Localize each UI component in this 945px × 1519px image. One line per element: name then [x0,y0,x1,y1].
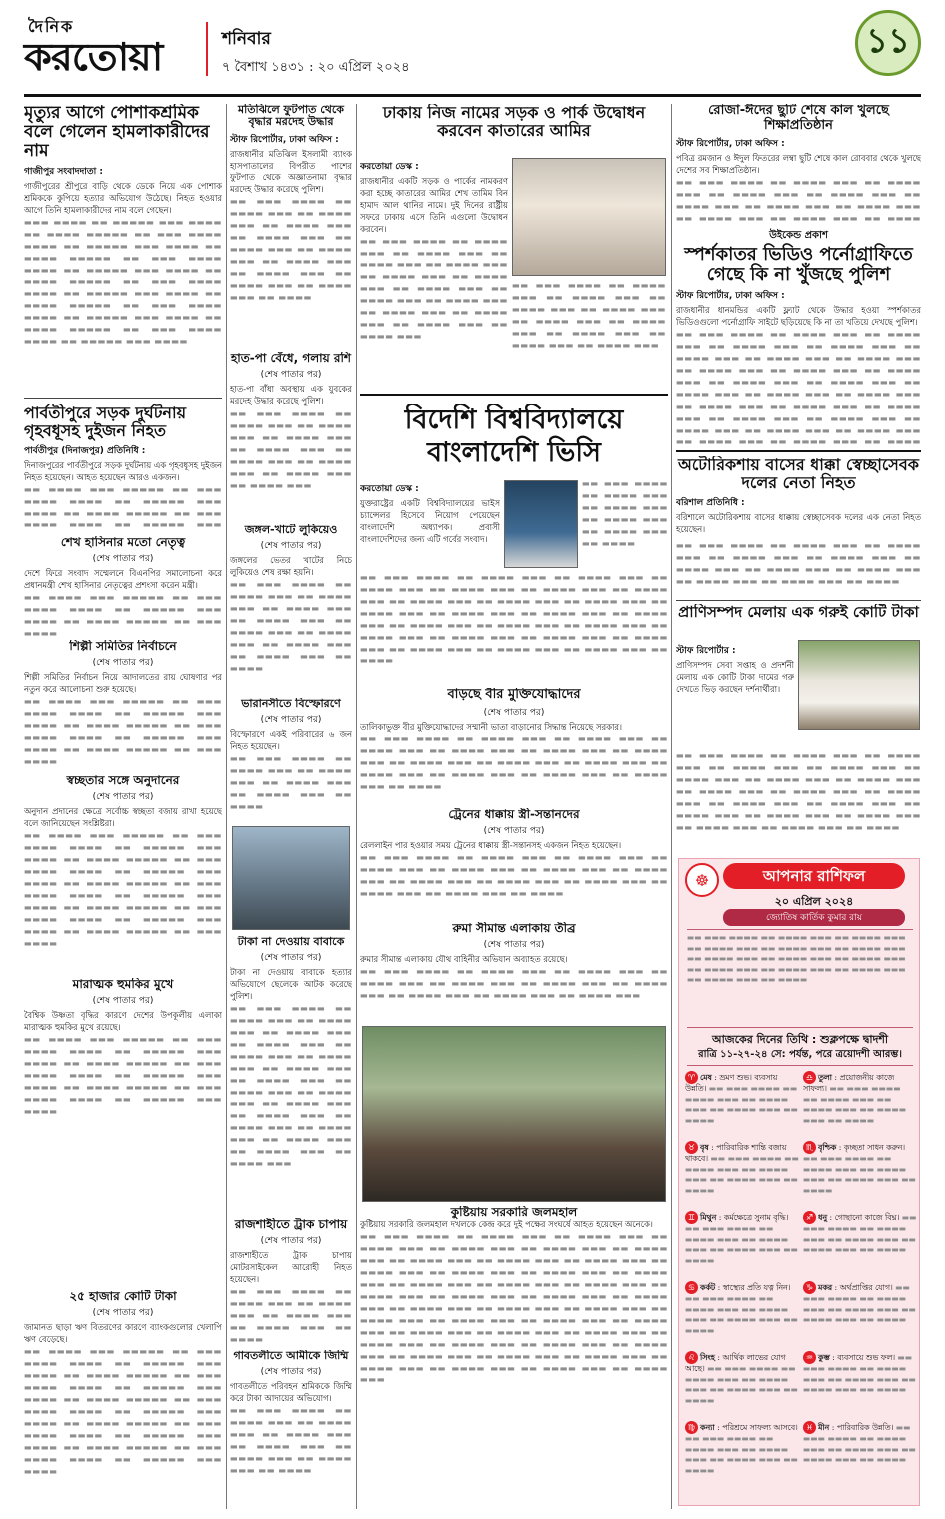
headline: স্বচ্ছতার সঙ্গে অনুদানের [66,774,180,787]
sign-forecast-continuation: ▬▬ ▬▬▬ ▬▬▬▬ ▬▬ ▬▬▬▬ ▬▬▬ ▬▬ ▬▬▬▬ ▬▬▬ ▬▬ ▬▬▬▬ ▬▬▬ ▬▬ ▬▬▬▬ [685,1294,799,1335]
photo-caption: কুষ্টিয়ায় সরকারি জলমহাল [450,1206,578,1219]
article-body-continuation: ▬▬ ▬▬▬ ▬▬▬▬ ▬▬ ▬▬▬▬ ▬▬▬ ▬▬ ▬▬▬▬ ▬▬▬ ▬▬ ▬▬▬▬ ▬▬▬ ▬▬ ▬▬▬▬ ▬▬▬ ▬▬ ▬▬▬▬ [582,478,668,548]
story-jungle [230,524,352,696]
continued-label: (শেষ পাতার পর) [260,541,322,552]
article-body-continuation: ▬▬ ▬▬▬ ▬▬▬▬ ▬▬ ▬▬▬▬ ▬▬▬ ▬▬ ▬▬▬▬ ▬▬▬ ▬▬ ▬▬▬▬ ▬▬▬ ▬▬ ▬▬▬▬ ▬▬▬ ▬▬ ▬▬▬▬ ▬▬▬ ▬▬ ▬▬▬▬ ▬▬▬ ▬▬ ▬▬▬▬ ▬▬▬ ▬▬ ▬▬▬▬ ▬▬▬ ▬▬ ▬▬▬▬ ▬▬▬ ▬▬ ▬▬▬▬ ▬▬▬ ▬▬ ▬▬▬▬ ▬▬▬ ▬▬ ▬▬▬▬ ▬▬▬ ▬▬ ▬▬▬▬ ▬▬▬ ▬▬ ▬▬▬▬ ▬▬▬ ▬▬ ▬▬▬▬ ▬▬▬ ▬▬ ▬▬▬▬ ▬▬▬ ▬▬ ▬▬▬▬ ▬▬▬ ▬▬ ▬▬▬▬ ▬▬▬ ▬▬ ▬▬▬▬ ▬▬▬ ▬▬ ▬▬▬▬ ▬▬▬ ▬▬ ▬▬▬▬ ▬▬▬ ▬▬ ▬▬▬▬ ▬▬▬ ▬▬ ▬▬▬▬ ▬▬▬ ▬▬ ▬▬▬▬ ▬▬▬ ▬▬ ▬▬▬▬ ▬▬▬ ▬▬ ▬▬▬▬ ▬▬▬ ▬▬ ▬▬▬▬ ▬▬▬ ▬▬ ▬▬▬▬ ▬▬▬ ▬▬ ▬▬▬▬ ▬▬▬ ▬▬ ▬▬▬▬ ▬▬▬ ▬▬ ▬▬▬▬ ▬▬▬ ▬▬ ▬▬▬▬ ▬▬▬ ▬▬ ▬▬▬▬ ▬▬▬ ▬▬ ▬▬▬▬ ▬▬▬ ▬▬ ▬▬▬▬ ▬▬▬ ▬▬ ▬▬▬▬ ▬▬▬ ▬▬ ▬▬▬▬ ▬▬▬ ▬▬ ▬▬▬▬ ▬▬▬ ▬▬ ▬▬▬▬ ▬▬▬ ▬▬ ▬▬▬▬ ▬▬▬ ▬▬ ▬▬▬▬ ▬▬▬ [360,1231,668,1385]
sign-name: ধনু [818,1213,828,1222]
article-body: গাজীপুরের শ্রীপুরে বাড়ি থেকে ডেকে নিয়ে এক পোশাক শ্রমিককে কুপিয়ে হত্যার অভিযোগ উঠেছে। নিহত হওয়ার আগে তিনি হামলাকারীদের নাম বলে গেছেন। [24,181,222,215]
sign-forecast: আর্থিক লাভের যোগ আছে। [685,1353,786,1373]
horoscope-sign-entry: ♐ ধনু : গোছানো কাজে বিঘ্ন। ▬▬ ▬▬▬ ▬▬▬▬ ▬▬ ▬▬▬▬ ▬▬▬ ▬▬ ▬▬▬▬ ▬▬▬ ▬▬ ▬▬▬▬ ▬▬▬ ▬▬ ▬▬▬▬ [803,1213,917,1255]
article-body: রাজধানীর মতিঝিল ইসলামী ব্যাংক হাসপাতালের বিপরীত পাশের ফুটপাত থেকে অজ্ঞাতনামা বৃদ্ধার মরদেহ উদ্ধার করেছে পুলিশ। [230,148,352,195]
story-vc-side [582,478,668,568]
brand-name: করতোয়া [24,35,163,79]
zodiac-4-icon: ♋ [685,1281,698,1294]
section-tag: উইকেন্ড প্রকাশ [769,230,828,241]
sign-name: কন্যা [700,1423,715,1432]
story-divider [676,600,921,601]
tithi-time: রাত্রি ১১-২৭-২৪ সে: পর্যন্ত, পরে ত্রয়োদশী আরম্ভ। [698,1049,902,1060]
zodiac-6-icon: ♍ [685,1421,698,1434]
article-body: রাজশাহীতে ট্রাক চাপায় মোটরসাইকেল আরোহী নিহত হয়েছেন। [230,1250,352,1285]
column-divider [356,104,357,1509]
horoscope-sign-entry: ♍ কন্যা : পরিশ্রমে সাফল্য আসবে। ▬▬ ▬▬▬ ▬▬▬▬ ▬▬ ▬▬▬▬ ▬▬▬ ▬▬ ▬▬▬▬ ▬▬▬ ▬▬ ▬▬▬▬ ▬▬▬ ▬▬ ▬▬▬▬ [685,1423,799,1475]
sign-forecast-continuation: ▬▬ ▬▬▬ ▬▬▬▬ ▬▬ ▬▬▬▬ ▬▬▬ ▬▬ ▬▬▬▬ ▬▬▬ ▬▬ ▬▬▬▬ ▬▬▬ ▬▬ ▬▬▬▬ [685,1154,799,1195]
headline: জঙ্গল-খাটে লুকিয়েও [244,524,338,536]
article-body: গাবতলীতে পরিবহন শ্রমিককে জিম্মি করে টাকা আদায়ের অভিযোগ। [230,1381,352,1404]
byline: বরিশাল প্রতিনিধি : [676,497,745,508]
photo-prize-cow [798,640,920,730]
headline: হাত-পা বেঁধে, গলায় রশি [230,352,352,365]
article-body-continuation: ▬▬ ▬▬▬ ▬▬▬▬ ▬▬ ▬▬▬▬ ▬▬▬ ▬▬ ▬▬▬▬ ▬▬▬ ▬▬ ▬▬▬▬ ▬▬▬ ▬▬ ▬▬▬▬ ▬▬▬ ▬▬ ▬▬▬▬ ▬▬▬ ▬▬ ▬▬▬▬ ▬▬▬ ▬▬ ▬▬▬▬ ▬▬▬ ▬▬ ▬▬▬▬ ▬▬▬ ▬▬ ▬▬▬▬ ▬▬▬ ▬▬ ▬▬▬▬ ▬▬▬ ▬▬ ▬▬▬▬ ▬▬▬ ▬▬ ▬▬▬▬ ▬▬▬ ▬▬ ▬▬▬▬ ▬▬▬ [360,235,508,341]
byline: স্টাফ রিপোর্টার, ঢাকা অফিস : [230,134,339,145]
article-body: অনুদান প্রদানের ক্ষেত্রে সর্বোচ্চ স্বচ্ছতা বজায় রাখা হয়েছে বলে জানিয়েছেন সংশ্লিষ্টরা। [24,806,222,829]
article-body: বৈশ্বিক উষ্ণতা বৃদ্ধির কারণে দেশের উপকূলীয় এলাকা মারাত্মক হুমকির মুখে রয়েছে। [24,1010,222,1033]
article-body-continuation: ▬▬ ▬▬▬ ▬▬▬▬ ▬▬ ▬▬▬▬ ▬▬▬ ▬▬ ▬▬▬▬ ▬▬▬ ▬▬ ▬▬▬▬ ▬▬▬ ▬▬ ▬▬▬▬ ▬▬▬ ▬▬ ▬▬▬▬ [230,753,352,811]
sign-name: মেষ [700,1073,712,1082]
story-cattle-headline [676,604,921,636]
zodiac-7-icon: ♎ [803,1071,816,1084]
horoscope-divider [687,929,913,930]
story-parbatipur [24,404,222,532]
horoscope-divider [687,1027,913,1028]
horoscope-intro: ▬▬ ▬▬▬ ▬▬▬▬ ▬▬ ▬▬▬▬ ▬▬▬ ▬▬ ▬▬▬▬ ▬▬▬ ▬▬ ▬▬▬▬ ▬▬▬ ▬▬ ▬▬▬▬ ▬▬▬ ▬▬ ▬▬▬▬ ▬▬▬ ▬▬ ▬▬▬▬ ▬▬▬ ▬▬ ▬▬▬▬ ▬▬▬ ▬▬ ▬▬▬▬ ▬▬▬ ▬▬ ▬▬▬▬ ▬▬▬ ▬▬ ▬▬▬▬ ▬▬▬ ▬▬ ▬▬▬▬ ▬▬▬ ▬▬ ▬▬▬▬ ▬▬▬ ▬▬ ▬▬▬▬ [687,933,906,985]
page-number-badge: ১১ [855,10,921,76]
horoscope-sign-entry: ♈ মেষ : ভ্রমণ শুভ। ব্যবসায় উন্নতি। ▬▬ ▬▬▬ ▬▬▬▬ ▬▬ ▬▬▬▬ ▬▬▬ ▬▬ ▬▬▬▬ ▬▬▬ ▬▬ ▬▬▬▬ ▬▬▬ ▬▬ ▬▬▬▬ [685,1073,799,1125]
story-emir [360,156,508,384]
story-motijheel [230,104,352,350]
sign-forecast-continuation: ▬▬ ▬▬▬ ▬▬▬▬ ▬▬ ▬▬▬▬ ▬▬▬ ▬▬ ▬▬▬▬ ▬▬▬ ▬▬ ▬▬▬▬ ▬▬▬ ▬▬ ▬▬▬▬ [685,1434,799,1475]
byline: স্টাফ রিপোর্টার, ঢাকা অফিস : [676,139,785,150]
column-divider [671,104,672,1509]
horoscope-author: জ্যোতিষ কার্তিক কুমার রায় [723,909,905,926]
story-vc-cont [360,572,668,684]
article-body-continuation: ▬▬ ▬▬▬▬ ▬▬▬ ▬▬▬▬▬ ▬▬ ▬▬▬ ▬▬▬▬ ▬▬▬▬ ▬▬ ▬▬▬▬▬ ▬▬▬ ▬▬▬▬ ▬▬ ▬▬▬▬ ▬▬▬▬▬ ▬▬ ▬▬▬ ▬▬▬▬ ▬▬▬▬ ▬▬ ▬▬▬▬▬ ▬▬▬ ▬▬▬▬ ▬▬ ▬▬▬▬ ▬▬▬▬▬ ▬▬ ▬▬▬ ▬▬▬▬ [24,696,222,766]
story-freedom [360,688,668,804]
zodiac-5-icon: ♌ [685,1351,698,1364]
continued-label: (শেষ পাতার পর) [260,1236,322,1247]
article-body-continuation: ▬▬ ▬▬▬ ▬▬▬▬ ▬▬ ▬▬▬▬ ▬▬▬ ▬▬ ▬▬▬▬ ▬▬▬ ▬▬ ▬▬▬▬ ▬▬▬ ▬▬ ▬▬▬▬ ▬▬▬ ▬▬ ▬▬▬▬ ▬▬▬ ▬▬ ▬▬▬▬ ▬▬▬ ▬▬ ▬▬▬▬ ▬▬▬ ▬▬ ▬▬▬▬ ▬▬▬ ▬▬ ▬▬▬▬ ▬▬▬ ▬▬ ▬▬▬▬ ▬▬▬ ▬▬ ▬▬▬▬ ▬▬▬ ▬▬ ▬▬▬▬ ▬▬▬ ▬▬ ▬▬▬▬ ▬▬▬ ▬▬ ▬▬▬▬ ▬▬▬ ▬▬ ▬▬▬▬ ▬▬▬ ▬▬ ▬▬▬▬ ▬▬▬ ▬▬ ▬▬▬▬ ▬▬▬ [230,1003,352,1169]
column-divider [226,104,227,1509]
zodiac-3-icon: ♊ [685,1211,698,1224]
sign-forecast: পারিবারিক শান্তি বজায় থাকবে। [685,1143,787,1163]
article-body: বরিশালে অটোরিকশায় বাসের ধাক্কায় স্বেচ্ছাসেবক দলের এক নেতা নিহত হয়েছেন। [676,511,921,534]
headline: পার্বতীপুরে সড়ক দুর্ঘটনায় গৃহবধূসহ দুইজন নিহত [24,404,187,440]
story-rumma [360,922,668,1022]
story-vc-headline [362,404,666,476]
sign-name: মকর [818,1283,833,1292]
sign-name: সিংহ [700,1353,715,1362]
headline: ২৫ হাজার কোটি টাকা [69,1290,177,1303]
headline: রোজা-ঈদের ছুটি শেষে কাল খুলছে শিক্ষাপ্রতিষ্ঠান [708,104,889,133]
article-body-continuation: ▬▬ ▬▬▬ ▬▬▬▬ ▬▬ ▬▬▬▬ ▬▬▬ ▬▬ ▬▬▬▬ ▬▬▬ ▬▬ ▬▬▬▬ ▬▬▬ ▬▬ ▬▬▬▬ ▬▬▬ ▬▬ ▬▬▬▬ ▬▬▬ ▬▬ ▬▬▬▬ ▬▬▬ ▬▬ ▬▬▬▬ ▬▬▬ ▬▬ ▬▬▬▬ ▬▬▬ ▬▬ ▬▬▬▬ ▬▬▬ ▬▬ ▬▬▬▬ [676,176,921,223]
horoscope-box [678,858,920,1506]
horoscope-sign-entry: ♓ মীন : পারিবারিক উন্নতি। ▬▬ ▬▬▬ ▬▬▬▬ ▬▬ ▬▬▬▬ ▬▬▬ ▬▬ ▬▬▬▬ ▬▬▬ ▬▬ ▬▬▬▬ ▬▬▬ ▬▬ ▬▬▬▬ [803,1423,917,1465]
headline: ট্রেনের ধাক্কায় স্ত্রী-সন্তানদের [448,808,580,821]
zodiac-9-icon: ♐ [803,1211,816,1224]
article-body: রাজধানীর ধানমন্ডির একটি ফ্ল্যাট থেকে উদ্ধার হওয়া স্পর্শকাতর ভিডিওগুলো পর্নোগ্রাফি সাইটে ছড়িয়েছে কি না তা খতিয়ে দেখছে পুলিশ। [676,305,921,328]
sign-forecast-continuation: ▬▬ ▬▬▬ ▬▬▬▬ ▬▬ ▬▬▬▬ ▬▬▬ ▬▬ ▬▬▬▬ ▬▬▬ ▬▬ ▬▬▬▬ ▬▬▬ ▬▬ ▬▬▬▬ [803,1283,917,1325]
sign-forecast: পরিশ্রমে সাফল্য আসবে। [722,1423,798,1432]
byline: স্টাফ রিপোর্টার : [676,646,736,656]
article-body-continuation: ▬▬ ▬▬▬ ▬▬▬▬ ▬▬ ▬▬▬▬ ▬▬▬ ▬▬ ▬▬▬▬ ▬▬▬ ▬▬ ▬▬▬▬ ▬▬▬ ▬▬ ▬▬▬▬ ▬▬▬ ▬▬ ▬▬▬▬ ▬▬▬ ▬▬ ▬▬▬▬ ▬▬▬ ▬▬ ▬▬▬▬ ▬▬▬ ▬▬ ▬▬▬▬ ▬▬▬ ▬▬ ▬▬▬▬ ▬▬▬ ▬▬ ▬▬▬▬ [676,540,921,586]
story-taka [230,936,352,1214]
headline: শেখ হাসিনার মতো নেতৃত্ব [60,536,186,549]
article-body: জামানত ছাড়া ঋণ বিতরণের কারণে ব্যাংকগুলোর খেলাপি ঋণ বেড়েছে। [24,1322,222,1345]
headline: ভারানসীতে বিস্ফোরণে [241,698,341,710]
article-body-continuation: ▬▬ ▬▬▬ ▬▬▬▬ ▬▬ ▬▬▬▬ ▬▬▬ ▬▬ ▬▬▬▬ ▬▬▬ ▬▬ ▬▬▬▬ ▬▬▬ ▬▬ ▬▬▬▬ ▬▬▬ ▬▬ ▬▬▬▬ ▬▬▬ ▬▬ ▬▬▬▬ ▬▬▬ ▬▬ ▬▬▬▬ ▬▬▬ ▬▬ ▬▬▬▬ ▬▬▬ ▬▬ ▬▬▬▬ ▬▬▬ ▬▬ ▬▬▬▬ ▬▬▬ ▬▬ ▬▬▬▬ ▬▬▬ ▬▬ ▬▬▬▬ ▬▬▬ ▬▬ ▬▬▬▬ ▬▬▬ ▬▬ ▬▬▬▬ [360,733,668,792]
article-body: কুষ্টিয়ায় সরকারি জলমহাল দখলকে কেন্দ্র করে দুই পক্ষের সংঘর্ষে আহত হয়েছেন অনেকে। [360,1219,653,1230]
story-threat [24,978,222,1128]
continued-label: (শেষ পাতার পর) [92,658,154,669]
continued-label: (শেষ পাতার পর) [92,1308,154,1319]
article-body-continuation: ▬▬ ▬▬▬ ▬▬▬▬ ▬▬ ▬▬▬▬ ▬▬▬ ▬▬ ▬▬▬▬ ▬▬▬ ▬▬ ▬▬▬▬ ▬▬▬ ▬▬ ▬▬▬▬ ▬▬▬ ▬▬ ▬▬▬▬ ▬▬▬ ▬▬ ▬▬▬▬ ▬▬▬ ▬▬ ▬▬▬▬ ▬▬▬ ▬▬ ▬▬▬▬ ▬▬▬ ▬▬ ▬▬▬▬ ▬▬▬ ▬▬ ▬▬▬▬ ▬▬▬ ▬▬ ▬▬▬▬ ▬▬▬ ▬▬ ▬▬▬▬ ▬▬▬ ▬▬ ▬▬▬▬ ▬▬▬ ▬▬ ▬▬▬▬ ▬▬▬ ▬▬ ▬▬▬▬ ▬▬▬ ▬▬ ▬▬▬▬ ▬▬▬ ▬▬ ▬▬▬▬ ▬▬▬ ▬▬ ▬▬▬▬ ▬▬▬ ▬▬ ▬▬▬▬ ▬▬▬ ▬▬ ▬▬▬▬ ▬▬▬ ▬▬ ▬▬▬▬ ▬▬▬ ▬▬ ▬▬▬▬ ▬▬▬ ▬▬ ▬▬▬▬ ▬▬▬ ▬▬ ▬▬▬▬ ▬▬▬ ▬▬ ▬▬▬▬ ▬▬▬ ▬▬ ▬▬▬▬ [676,329,921,447]
brand-prefix: দৈনিক [28,17,75,36]
horoscope-sign-entry: ♌ সিংহ : আর্থিক লাভের যোগ আছে। ▬▬ ▬▬▬ ▬▬▬▬ ▬▬ ▬▬▬▬ ▬▬▬ ▬▬ ▬▬▬▬ ▬▬▬ ▬▬ ▬▬▬▬ ▬▬▬ ▬▬ ▬▬▬▬ [685,1353,799,1405]
sign-forecast-continuation: ▬▬ ▬▬▬ ▬▬▬▬ ▬▬ ▬▬▬▬ ▬▬▬ ▬▬ ▬▬▬▬ ▬▬▬ ▬▬ ▬▬▬▬ ▬▬▬ ▬▬ ▬▬▬▬ [685,1224,799,1265]
tithi-line: আজকের দিনের তিথি : শুক্লপক্ষে দ্বাদশী [711,1033,889,1046]
headline: ঢাকায় নিজ নামের সড়ক ও পার্ক উদ্বোধন করবেন কাতারের আমির [382,104,646,140]
story-autorickshaw-cont [676,540,921,596]
horoscope-sign-entry: ♒ কুম্ভ : ব্যবসায়ে শুভ ফল। ▬▬ ▬▬▬ ▬▬▬▬ ▬▬ ▬▬▬▬ ▬▬▬ ▬▬ ▬▬▬▬ ▬▬▬ ▬▬ ▬▬▬▬ ▬▬▬ ▬▬ ▬▬▬▬ [803,1353,917,1395]
horoscope-sign-entry: ♑ মকর : অর্থপ্রাপ্তির যোগ। ▬▬ ▬▬▬ ▬▬▬▬ ▬▬ ▬▬▬▬ ▬▬▬ ▬▬ ▬▬▬▬ ▬▬▬ ▬▬ ▬▬▬▬ ▬▬▬ ▬▬ ▬▬▬▬ [803,1283,917,1325]
article-body-continuation: ▬▬▬ ▬▬▬▬ ▬▬ ▬▬▬▬▬ ▬▬▬ ▬▬▬▬ ▬▬ ▬▬▬▬ ▬▬▬▬▬ ▬▬ ▬▬▬ ▬▬▬▬ ▬▬▬▬ ▬▬ ▬▬▬▬▬ ▬▬▬ ▬▬▬▬ ▬▬ ▬▬▬▬ ▬▬▬▬▬ ▬▬ ▬▬▬ ▬▬▬▬ ▬▬▬▬ ▬▬ ▬▬▬▬▬ ▬▬▬ ▬▬▬▬ ▬▬ ▬▬▬▬ ▬▬▬▬▬ ▬▬ ▬▬▬ ▬▬▬▬ ▬▬▬▬ ▬▬ ▬▬▬▬▬ ▬▬▬ ▬▬▬▬ ▬▬ ▬▬▬▬ ▬▬▬▬▬ ▬▬ ▬▬▬ ▬▬▬▬ ▬▬▬▬ ▬▬ ▬▬▬▬▬ ▬▬▬ ▬▬▬▬ ▬▬ ▬▬▬▬ ▬▬▬▬▬ ▬▬ ▬▬▬ ▬▬▬▬ ▬▬▬▬ ▬▬ ▬▬▬▬▬ ▬▬▬ ▬▬▬▬ [24,216,222,347]
sign-forecast-continuation: ▬▬ ▬▬▬ ▬▬▬▬ ▬▬ ▬▬▬▬ ▬▬▬ ▬▬ ▬▬▬▬ ▬▬▬ ▬▬ ▬▬▬▬ ▬▬▬ ▬▬ ▬▬▬▬ [803,1213,917,1255]
story-cattle [676,640,794,748]
photo-qatar-emir [512,158,666,276]
continued-label: (শেষ পাতার পর) [483,940,545,951]
article-body: জঙ্গলের ভেতর খাটের নিচে লুকিয়েও শেষ রক্ষা হয়নি। [230,555,352,578]
article-body: রুমার সীমান্ত এলাকায় যৌথ বাহিনীর অভিযান অব্যাহত রয়েছে। [360,954,568,965]
continued-label: (শেষ পাতার পর) [260,715,322,726]
headline: টাকা না দেওয়ায় বাবাকে [237,936,345,948]
story-porn [676,228,921,448]
article-body-continuation: ▬▬ ▬▬▬ ▬▬▬▬ ▬▬ ▬▬▬▬ ▬▬▬ ▬▬ ▬▬▬▬ ▬▬▬ ▬▬ ▬▬▬▬ ▬▬▬ ▬▬ ▬▬▬▬ ▬▬▬ ▬▬ ▬▬▬▬ ▬▬▬ ▬▬ ▬▬▬▬ ▬▬▬ ▬▬ ▬▬▬▬ ▬▬▬ ▬▬ ▬▬▬▬ ▬▬▬ ▬▬ ▬▬▬▬ [230,579,352,673]
sign-forecast-continuation: ▬▬ ▬▬▬ ▬▬▬▬ ▬▬ ▬▬▬▬ ▬▬▬ ▬▬ ▬▬▬▬ ▬▬▬ ▬▬ ▬▬▬▬ ▬▬▬ ▬▬ ▬▬▬▬ [685,1084,799,1125]
sign-forecast: পারিবারিক উন্নতি। [836,1423,894,1432]
issue-day: শনিবার [222,29,271,49]
article-body: রাজধানীর একটি সড়ক ও পার্কের নামকরণ করা হচ্ছে কাতারের আমির শেখ তামিম বিন হামাদ আল থানির নামে। দুই দিনের রাষ্ট্রীয় সফরে ঢাকায় এসে তিনি এগুলো উদ্বোধন করবেন। [360,176,508,234]
headline: রাজশাহীতে ট্রাক চাপায় [234,1218,348,1231]
headline: মারাত্মক হুমকির মুখে [72,978,174,991]
article-body-continuation: ▬▬ ▬▬▬▬ ▬▬▬ ▬▬▬▬▬ ▬▬ ▬▬▬ ▬▬▬▬ ▬▬▬▬ ▬▬ ▬▬▬▬▬ ▬▬▬ ▬▬▬▬ ▬▬ ▬▬▬▬ ▬▬▬▬▬ ▬▬ ▬▬▬ ▬▬▬▬ [24,592,222,636]
article-body: রেললাইন পার হওয়ার সময় ট্রেনের ধাক্কায় স্ত্রী-সন্তানসহ একজন নিহত হয়েছেন। [360,840,622,851]
sign-forecast: কৃচ্ছতা সাধন করুন। [843,1143,906,1152]
story-garment [24,104,222,394]
sign-forecast: কর্মক্ষেত্রে সুনাম বৃদ্ধি। [723,1213,789,1222]
horoscope-divider [687,1065,913,1066]
photo-victim [232,826,350,930]
article-body: তালিকাভুক্ত বীর মুক্তিযোদ্ধাদের সম্মানী ভাতা বাড়ানোর সিদ্ধান্ত নিয়েছে সরকার। [360,721,623,732]
sign-forecast-continuation: ▬▬ ▬▬▬ ▬▬▬▬ ▬▬ ▬▬▬▬ ▬▬▬ ▬▬ ▬▬▬▬ ▬▬▬ ▬▬ ▬▬▬▬ ▬▬▬ ▬▬ ▬▬▬▬ [685,1364,799,1405]
sign-name: বৃশ্চিক [818,1143,837,1152]
story-varanasi [230,698,352,824]
article-body-continuation: ▬▬ ▬▬▬▬ ▬▬▬ ▬▬▬▬▬ ▬▬ ▬▬▬ ▬▬▬▬ ▬▬▬▬ ▬▬ ▬▬▬▬▬ ▬▬▬ ▬▬▬▬ ▬▬ ▬▬▬▬ ▬▬▬▬▬ ▬▬ ▬▬▬ ▬▬▬▬ ▬▬▬▬ ▬▬ ▬▬▬▬▬ ▬▬▬ ▬▬▬▬ ▬▬ ▬▬▬▬ ▬▬▬▬▬ ▬▬ ▬▬▬ ▬▬▬▬ ▬▬▬▬ ▬▬ ▬▬▬▬▬ ▬▬▬ ▬▬▬▬ [24,1034,222,1116]
article-body-continuation: ▬▬ ▬▬▬ ▬▬▬▬ ▬▬ ▬▬▬▬ ▬▬▬ ▬▬ ▬▬▬▬ ▬▬▬ ▬▬ ▬▬▬▬ ▬▬▬ ▬▬ ▬▬▬▬ ▬▬▬ ▬▬ ▬▬▬▬ ▬▬▬ ▬▬ ▬▬▬▬ ▬▬▬ ▬▬ ▬▬▬▬ ▬▬▬ ▬▬ ▬▬▬▬ ▬▬▬ ▬▬ ▬▬▬▬ ▬▬▬ ▬▬ ▬▬▬▬ ▬▬▬ ▬▬ ▬▬▬▬ [230,196,352,302]
horoscope-sign-entry: ♏ বৃশ্চিক : কৃচ্ছতা সাধন করুন। ▬▬ ▬▬▬ ▬▬▬▬ ▬▬ ▬▬▬▬ ▬▬▬ ▬▬ ▬▬▬▬ ▬▬▬ ▬▬ ▬▬▬▬ ▬▬▬ ▬▬ ▬▬▬▬ [803,1143,917,1195]
photo-vice-chancellor [504,480,578,568]
article-body-continuation: ▬▬ ▬▬▬ ▬▬▬▬ ▬▬ ▬▬▬▬ ▬▬▬ ▬▬ ▬▬▬▬ ▬▬▬ ▬▬ ▬▬▬▬ ▬▬▬ ▬▬ ▬▬▬▬ ▬▬▬ ▬▬ ▬▬▬▬ ▬▬▬ ▬▬ ▬▬▬▬ ▬▬▬ ▬▬ ▬▬▬▬ ▬▬▬ ▬▬ ▬▬▬▬ ▬▬▬ ▬▬ ▬▬▬▬ ▬▬▬ [360,966,668,1001]
article-body: হাত-পা বাঁধা অবস্থায় এক যুবকের মরদেহ উদ্ধার করেছে পুলিশ। [230,384,352,407]
continued-label: (শেষ পাতার পর) [483,826,545,837]
article-body-continuation: ▬▬ ▬▬▬▬ ▬▬▬ ▬▬▬▬▬ ▬▬ ▬▬▬ ▬▬▬▬ ▬▬▬▬ ▬▬ ▬▬▬▬▬ ▬▬▬ ▬▬▬▬ ▬▬ ▬▬▬▬ ▬▬▬▬▬ ▬▬ ▬▬▬ ▬▬▬▬ ▬▬▬▬ ▬▬ ▬▬▬▬▬ ▬▬▬ ▬▬▬▬ ▬▬ ▬▬▬▬ ▬▬▬▬▬ ▬▬ ▬▬▬ ▬▬▬▬ ▬▬▬▬ ▬▬ ▬▬▬▬▬ ▬▬▬ ▬▬▬▬ ▬▬ ▬▬▬▬ ▬▬▬▬▬ ▬▬ ▬▬▬ ▬▬▬▬ ▬▬▬▬ ▬▬ ▬▬▬▬▬ ▬▬▬ ▬▬▬▬ ▬▬ ▬▬▬▬ ▬▬▬▬▬ ▬▬ ▬▬▬ ▬▬▬▬ [24,830,222,948]
horoscope-sign-entry: ♉ বৃষ : পারিবারিক শান্তি বজায় থাকবে। ▬▬ ▬▬▬ ▬▬▬▬ ▬▬ ▬▬▬▬ ▬▬▬ ▬▬ ▬▬▬▬ ▬▬▬ ▬▬ ▬▬▬▬ ▬▬▬ ▬▬ ▬▬▬▬ [685,1143,799,1195]
continued-label: (শেষ পাতার পর) [260,370,322,381]
horoscope-title: আপনার রাশিফল [723,863,905,889]
newspaper-logo [24,14,196,78]
continued-label: (শেষ পাতার পর) [260,953,322,964]
headline: বিদেশি বিশ্ববিদ্যালয়ে বাংলাদেশি ভিসি [404,404,624,468]
masthead [24,8,921,96]
masthead-divider [206,22,208,76]
horoscope-sign-entry: ♎ তুলা : প্রয়োজনীয় কাজে সাফল্য। ▬▬ ▬▬▬ ▬▬▬▬ ▬▬ ▬▬▬▬ ▬▬▬ ▬▬ ▬▬▬▬ ▬▬▬ ▬▬ ▬▬▬▬ ▬▬▬ ▬▬ ▬▬▬▬ [803,1073,907,1125]
sign-name: মিথুন [700,1213,717,1222]
continued-label: (শেষ পাতার পর) [483,707,545,718]
story-divider [24,398,222,399]
horoscope-sign-entry: ♋ কর্কট : স্বাস্থ্যের প্রতি যত্ন নিন। ▬▬ ▬▬▬ ▬▬▬▬ ▬▬ ▬▬▬▬ ▬▬▬ ▬▬ ▬▬▬▬ ▬▬▬ ▬▬ ▬▬▬▬ ▬▬▬ ▬▬ ▬▬▬▬ [685,1283,799,1335]
zodiac-11-icon: ♒ [803,1351,816,1364]
headline: রুমা সীমান্ত এলাকায় তীব্র [452,922,576,935]
headline: শিল্পী সমিতির নির্বাচনে [69,640,177,653]
photo-kushtia-clash [362,1026,666,1202]
continued-label: (শেষ পাতার পর) [92,996,154,1007]
article-body: বিস্ফোরণে একই পরিবারের ৬ জন নিহত হয়েছেন। [230,729,352,752]
story-divider [676,450,921,452]
sign-name: বৃষ [700,1143,709,1152]
story-kushtia [360,1206,668,1506]
sign-forecast: ভ্রমণ শুভ। ব্যবসায় উন্নতি। [685,1073,778,1093]
zodiac-8-icon: ♏ [803,1141,816,1154]
story-divider [360,394,668,396]
story-samiti [24,640,222,770]
article-body-continuation: ▬▬ ▬▬▬ ▬▬▬▬ ▬▬ ▬▬▬▬ ▬▬▬ ▬▬ ▬▬▬▬ ▬▬▬ ▬▬ ▬▬▬▬ ▬▬▬ ▬▬ ▬▬▬▬ ▬▬▬ ▬▬ ▬▬▬▬ ▬▬▬ ▬▬ ▬▬▬▬ ▬▬▬ ▬▬ ▬▬▬▬ ▬▬▬ ▬▬ ▬▬▬▬ ▬▬▬ ▬▬ ▬▬▬▬ ▬▬▬ ▬▬ ▬▬▬▬ ▬▬▬ ▬▬ ▬▬▬▬ ▬▬▬ ▬▬ ▬▬▬▬ [360,852,668,899]
story-emir-cont [512,280,666,384]
sign-forecast-continuation: ▬▬ ▬▬▬ ▬▬▬▬ ▬▬ ▬▬▬▬ ▬▬▬ ▬▬ ▬▬▬▬ ▬▬▬ ▬▬ ▬▬▬▬ ▬▬▬ ▬▬ ▬▬▬▬ [803,1353,917,1395]
sign-name: কুম্ভ [818,1353,830,1362]
continued-label: (শেষ পাতার পর) [260,1367,322,1378]
sign-name: মীন [818,1423,830,1432]
sign-forecast: ব্যবসায়ে শুভ ফল। [837,1353,896,1362]
article-body: যুক্তরাষ্ট্রের একটি বিশ্ববিদ্যালয়ের ভাইস চ্যান্সেলর হিসেবে নিয়োগ পেয়েছেন বাংলাদেশি অধ্যাপক। প্রবাসী বাংলাদেশিদের জন্য এটি গর্বের সংবাদ। [360,498,500,544]
article-body-continuation: ▬▬ ▬▬▬ ▬▬▬▬ ▬▬ ▬▬▬▬ ▬▬▬ ▬▬ ▬▬▬▬ ▬▬▬ ▬▬ ▬▬▬▬ ▬▬▬ ▬▬ ▬▬▬▬ ▬▬▬ ▬▬ ▬▬▬▬ ▬▬▬ ▬▬ ▬▬▬▬ ▬▬▬ ▬▬ ▬▬▬▬ ▬▬▬ ▬▬ ▬▬▬▬ ▬▬▬ ▬▬ ▬▬▬▬ ▬▬▬ ▬▬ ▬▬▬▬ ▬▬▬ ▬▬ ▬▬▬▬ ▬▬▬ ▬▬ ▬▬▬▬ ▬▬▬ ▬▬ ▬▬▬▬ ▬▬▬ ▬▬ ▬▬▬▬ ▬▬▬ ▬▬ ▬▬▬▬ ▬▬▬ ▬▬ ▬▬▬▬ ▬▬▬ ▬▬ ▬▬▬▬ ▬▬▬ ▬▬ ▬▬▬▬ ▬▬▬ ▬▬ ▬▬▬▬ ▬▬▬ ▬▬ ▬▬▬▬ ▬▬▬ ▬▬ ▬▬▬▬ ▬▬▬ ▬▬ ▬▬▬▬ ▬▬▬ ▬▬ ▬▬▬▬ ▬▬▬ ▬▬ ▬▬▬▬ [360,572,668,666]
sign-forecast: স্বাস্থ্যের প্রতি যত্ন নিন। [722,1283,791,1292]
headline: প্রাণিসম্পদ মেলায় এক গরুই কোটি টাকা [678,604,919,621]
story-crore25k [24,1290,222,1506]
headline: মৃত্যুর আগে পোশাকশ্রমিক বলে গেলেন হামলাকারীদের নাম [24,104,210,162]
article-body-continuation: ▬▬ ▬▬▬▬ ▬▬▬ ▬▬▬▬▬ ▬▬ ▬▬▬ ▬▬▬▬ ▬▬▬▬ ▬▬ ▬▬▬▬▬ ▬▬▬ ▬▬▬▬ ▬▬ ▬▬▬▬ ▬▬▬▬▬ ▬▬ ▬▬▬ ▬▬▬▬ ▬▬▬▬ ▬▬ ▬▬▬▬▬ ▬▬▬ ▬▬▬▬ ▬▬ ▬▬▬▬ ▬▬▬▬▬ ▬▬ ▬▬▬ ▬▬▬▬ ▬▬▬▬ ▬▬ ▬▬▬▬▬ ▬▬▬ ▬▬▬▬ ▬▬ ▬▬▬▬ ▬▬▬▬▬ ▬▬ ▬▬▬ ▬▬▬▬ ▬▬▬▬ ▬▬ ▬▬▬▬▬ ▬▬▬ ▬▬▬▬ ▬▬ ▬▬▬▬ ▬▬▬▬▬ ▬▬ ▬▬▬ ▬▬▬▬ ▬▬▬▬ ▬▬ ▬▬▬▬▬ ▬▬▬ ▬▬▬▬ [24,1346,222,1476]
story-cattle-cont [676,750,921,850]
article-body: দিনাজপুরের পার্বতীপুরে সড়ক দুর্ঘটনায় এক গৃহবধূসহ দুইজন নিহত হয়েছেন। আহত হয়েছেন আরও একজন। [24,459,222,482]
article-body-continuation: ▬▬ ▬▬▬ ▬▬▬▬ ▬▬ ▬▬▬▬ ▬▬▬ ▬▬ ▬▬▬▬ ▬▬▬ ▬▬ ▬▬▬▬ ▬▬▬ ▬▬ ▬▬▬▬ ▬▬▬ ▬▬ ▬▬▬▬ [230,1286,352,1344]
story-gabtoli [230,1350,352,1506]
continued-label: (শেষ পাতার পর) [92,554,154,565]
zodiac-12-icon: ♓ [803,1421,816,1434]
sign-forecast-continuation: ▬▬ ▬▬▬ ▬▬▬▬ ▬▬ ▬▬▬▬ ▬▬▬ ▬▬ ▬▬▬▬ ▬▬▬ ▬▬ ▬▬▬▬ ▬▬▬ ▬▬ ▬▬▬▬ [803,1423,917,1465]
zodiac-wheel-icon: ☸ [685,863,719,897]
issue-date: ৭ বৈশাখ ১৪৩১ : ২০ এপ্রিল ২০২৪ [222,60,410,75]
story-train [360,808,668,918]
masthead-rule [24,94,921,97]
sign-name: কর্কট [700,1283,716,1292]
byline: গাজীপুর সংবাদদাতা : [24,167,103,178]
story-vc [360,478,500,568]
horoscope-sign-entry: ♊ মিথুন : কর্মক্ষেত্রে সুনাম বৃদ্ধি। ▬▬ ▬▬▬ ▬▬▬▬ ▬▬ ▬▬▬▬ ▬▬▬ ▬▬ ▬▬▬▬ ▬▬▬ ▬▬ ▬▬▬▬ ▬▬▬ ▬▬ ▬▬▬▬ [685,1213,799,1265]
article-body: প্রাণিসম্পদ সেবা সপ্তাহ ও প্রদর্শনী মেলায় এক কোটি টাকা দামের গরু দেখতে ভিড় করছেন দর্শনার্থীরা। [676,660,794,694]
sign-forecast-continuation: ▬▬ ▬▬▬ ▬▬▬▬ ▬▬ ▬▬▬▬ ▬▬▬ ▬▬ ▬▬▬▬ ▬▬▬ ▬▬ ▬▬▬▬ ▬▬▬ ▬▬ ▬▬▬▬ [803,1154,917,1195]
sign-forecast: গোছানো কাজে বিঘ্ন। [834,1213,900,1222]
zodiac-2-icon: ♉ [685,1141,698,1154]
horoscope-date: ২০ এপ্রিল ২০২৪ [774,895,854,908]
story-transparency [24,774,222,974]
article-body: পবিত্র রমজান ও ঈদুল ফিতরের লম্বা ছুটি শেষে কাল রোববার থেকে খুলছে দেশের সব শিক্ষাপ্রতিষ্ঠান। [676,153,921,176]
sign-forecast-continuation: ▬▬ ▬▬▬ ▬▬▬▬ ▬▬ ▬▬▬▬ ▬▬▬ ▬▬ ▬▬▬▬ ▬▬▬ ▬▬ ▬▬▬▬ ▬▬▬ ▬▬ ▬▬▬▬ [803,1084,907,1125]
article-body-continuation: ▬▬ ▬▬▬▬ ▬▬▬ ▬▬▬▬▬ ▬▬ ▬▬▬ ▬▬▬▬ ▬▬▬▬ ▬▬ ▬▬▬▬▬ ▬▬▬ ▬▬▬▬ ▬▬ ▬▬▬▬ ▬▬▬▬▬ ▬▬ ▬▬▬ ▬▬▬▬ ▬▬▬▬ ▬▬ ▬▬▬▬▬ ▬▬▬ [24,483,222,530]
sign-forecast: অর্থপ্রাপ্তির যোগ। [839,1283,893,1292]
story-rajshahi [230,1218,352,1346]
horoscope-signs-left [685,1071,799,1501]
byline: স্টাফ রিপোর্টার, ঢাকা অফিস : [676,291,785,302]
zodiac-10-icon: ♑ [803,1281,816,1294]
byline: করতোয়া ডেস্ক : [360,484,419,494]
article-body-continuation: ▬▬ ▬▬▬ ▬▬▬▬ ▬▬ ▬▬▬▬ ▬▬▬ ▬▬ ▬▬▬▬ ▬▬▬ ▬▬ ▬▬▬▬ ▬▬▬ ▬▬ ▬▬▬▬ ▬▬▬ ▬▬ ▬▬▬▬ ▬▬▬ ▬▬ ▬▬▬▬ ▬▬▬ ▬▬ ▬▬▬▬ ▬▬▬ ▬▬ ▬▬▬▬ ▬▬▬ [230,408,352,490]
story-autorickshaw [676,456,921,538]
sign-name: তুলা [818,1073,832,1082]
headline: গাবতলীতে আমীকে জিম্মি [233,1350,349,1362]
byline: পার্বতীপুর (দিনাজপুর) প্রতিনিধি : [24,445,146,456]
headline: বাড়ছে বীর মুক্তিযোদ্ধাদের [447,688,581,702]
article-body: টাকা না দেওয়ায় বাবাকে হত্যার অভিযোগে ছেলেকে আটক করেছে পুলিশ। [230,967,352,1002]
horoscope-signs-right [803,1071,917,1501]
headline: অটোরিকশায় বাসের ধাক্কা স্বেচ্ছাসেবক দলের নেতা নিহত [678,456,919,492]
story-emir-headline [360,104,668,154]
article-body-continuation: ▬▬ ▬▬▬ ▬▬▬▬ ▬▬ ▬▬▬▬ ▬▬▬ ▬▬ ▬▬▬▬ ▬▬▬ ▬▬ ▬▬▬▬ ▬▬▬ ▬▬ ▬▬▬▬ ▬▬▬ ▬▬ ▬▬▬▬ ▬▬▬ ▬▬ ▬▬▬▬ ▬▬▬ ▬▬ ▬▬▬▬ ▬▬▬ ▬▬ ▬▬▬▬ ▬▬▬ ▬▬ ▬▬▬▬ ▬▬▬ ▬▬ ▬▬▬▬ ▬▬▬ ▬▬ ▬▬▬▬ ▬▬▬ ▬▬ ▬▬▬▬ ▬▬▬ ▬▬ ▬▬▬▬ ▬▬▬ ▬▬ ▬▬▬▬ ▬▬▬ ▬▬ ▬▬▬▬ ▬▬▬ ▬▬ ▬▬▬▬ ▬▬▬ ▬▬ ▬▬▬▬ ▬▬▬ ▬▬ ▬▬▬▬ [676,750,921,832]
story-hatpa [230,352,352,522]
continued-label: (শেষ পাতার পর) [92,792,154,803]
article-body: দেশে ফিরে সংবাদ সম্মেলনে বিএনপির সমালোচনা করে প্রধানমন্ত্রী শেখ হাসিনার নেতৃত্বের প্রশংসা করেন মন্ত্রী। [24,568,222,591]
byline: করতোয়া ডেস্ক : [360,162,419,172]
headline: মতিঝিলে ফুটপাত থেকে বৃদ্ধার মরদেহ উদ্ধার [238,104,344,129]
story-ramadan [676,104,921,224]
story-hasina [24,536,222,636]
article-body-continuation: ▬▬ ▬▬▬ ▬▬▬▬ ▬▬ ▬▬▬▬ ▬▬▬ ▬▬ ▬▬▬▬ ▬▬▬ ▬▬ ▬▬▬▬ ▬▬▬ ▬▬ ▬▬▬▬ ▬▬▬ ▬▬ ▬▬▬▬ ▬▬▬ ▬▬ ▬▬▬▬ ▬▬▬ ▬▬ ▬▬▬▬ ▬▬▬ ▬▬ ▬▬▬▬ ▬▬▬ ▬▬ ▬▬▬▬ ▬▬▬ [512,280,666,350]
headline: স্পর্শকাতর ভিডিও পর্নোগ্রাফিতে গেছে কি না খুঁজছে পুলিশ [684,244,913,286]
zodiac-1-icon: ♈ [685,1071,698,1084]
article-body: শিল্পী সমিতির নির্বাচন নিয়ে আদালতের রায় ঘোষণার পর নতুন করে আলোচনা শুরু হয়েছে। [24,672,222,695]
article-body-continuation: ▬▬ ▬▬▬ ▬▬▬▬ ▬▬ ▬▬▬▬ ▬▬▬ ▬▬ ▬▬▬▬ ▬▬▬ ▬▬ ▬▬▬▬ ▬▬▬ ▬▬ ▬▬▬▬ ▬▬▬ ▬▬ ▬▬▬▬ ▬▬▬ ▬▬ ▬▬▬▬ ▬▬▬ ▬▬ ▬▬▬▬ [230,1405,352,1475]
sign-forecast: প্রয়োজনীয় কাজে সাফল্য। [803,1073,895,1093]
